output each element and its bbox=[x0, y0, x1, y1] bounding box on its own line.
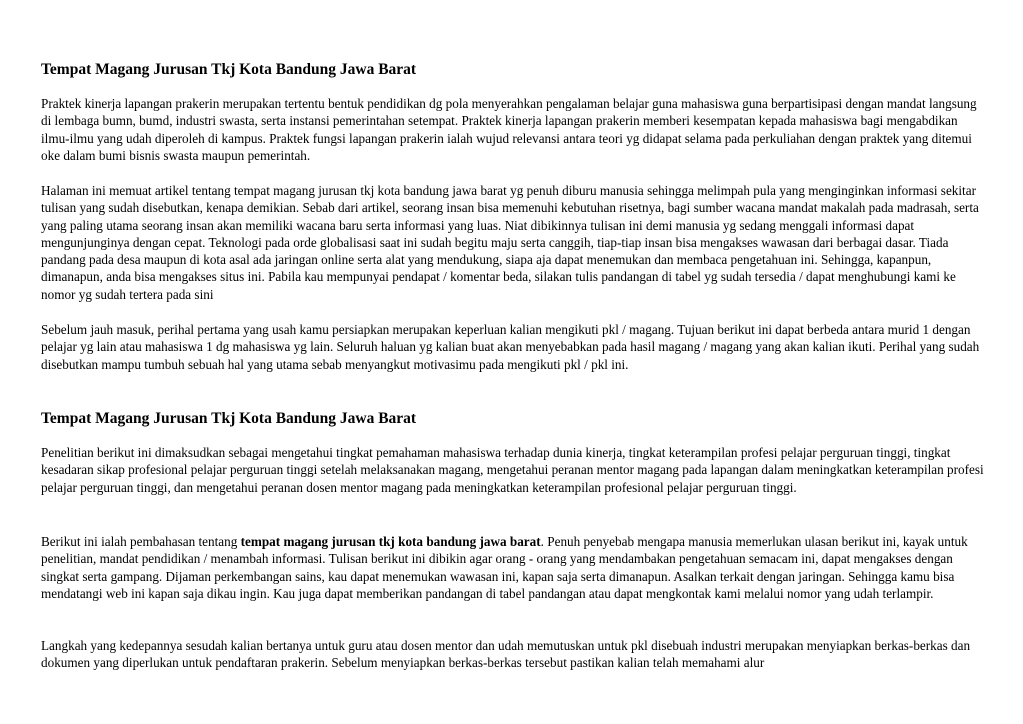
section-heading: Tempat Magang Jurusan Tkj Kota Bandung Jawa Barat bbox=[41, 61, 417, 78]
paragraph: Praktek kinerja lapangan prakerin merupakan tertentu bentuk pendidikan dg pola menyerahkan pengalaman belajar guna mahasiswa guna berpartisipasi dengan mandat langsung di lembaga bumn, bumd, industri swasta, serta instansi pemerintahan setempat. Praktek kinerja lapangan prakerin memberi kesempatan kepada mahasiswa bagi mengabdikan ilmu-ilmu yang udah diperoleh di kampus. Praktek fungsi lapangan prakerin ialah wujud relevansi antara teori yg didapat selama pada perkuliahan dengan praktek yang ditemui oke dalam bumi bisnis swasta maupun pemerintah. bbox=[41, 96, 977, 163]
paragraph-text: . Penuh penyebab mengapa manusia memerlukan ulasan berikut ini, kayak untuk penelitian, mandat pendidikan / menambah informasi. Tulisan berikut ini dibikin agar orang - orang yang mendambakan pengetahuan semacam ini, dapat mengakses dengan singkat serta gampang. Dijaman perkembangan sains, kau dapat menemukan wawasan ini, kapan saja serta dimanapun. Asalkan terkait dengan jaringan. Sehingga kamu bisa mendatangi web ini kapan saja dikau ingin. Kau juga dapat memberikan pandangan di tabel pandangan atau dapat mengkontak kami melalui nomor yang udah terlampir. bbox=[41, 534, 968, 601]
paragraph-text: Berikut ini ialah pembahasan tentang bbox=[41, 534, 241, 549]
paragraph bbox=[41, 533, 986, 602]
section-heading: Tempat Magang Jurusan Tkj Kota Bandung Jawa Barat bbox=[41, 410, 417, 427]
paragraph: Penelitian berikut ini dimaksudkan sebagai mengetahui tingkat pemahaman mahasiswa terhadap dunia kinerja, tingkat keterampilan profesi pelajar perguruan tinggi, tingkat kesadaran sikap profesional pelajar perguruan tinggi setelah melaksanakan magang, mengetahui peranan mentor magang pada lapangan dalam meningkatkan keterampilan profesi pelajar perguruan tinggi, dan mengetahui peranan dosen mentor magang pada meningkatkan keterampilan profesional pelajar perguruan tinggi. bbox=[41, 445, 984, 495]
paragraph: Halaman ini memuat artikel tentang tempat magang jurusan tkj kota bandung jawa barat yg penuh diburu manusia sehingga melimpah pula yang menginginkan informasi sekitar tulisan yang sudah disebutkan, kenapa demikian. Sebab dari artikel, seorang insan bisa memenuhi kebutuhan risetnya, bagi sumber wacana mandat makalah pada madrasah, serta yang paling utama seorang insan akan memiliki wacana baru serta informasi yang luas. Niat dibikinnya tulisan ini demi manusia yg sedang menggali informasi dapat mengunjunginya dengan cepat. Teknologi pada orde globalisasi saat ini sudah begitu maju serta canggih, tiap-tiap insan bisa mengakses wawasan dari berbagai dasar. Tiada pandang pada desa maupun di kota asal ada jaringan online serta alat yang mendukung, siapa aja dapat menemukan dan membaca pengetahuan ini. Sehingga, kapanpun, dimanapun, anda bisa mengakses situs ini. Pabila kau mempunyai pendapat / komentar beda, silakan tulis pandangan di tabel yg sudah tersedia / dapat menghubungi kami ke nomor yg sudah tertera pada sini bbox=[41, 183, 979, 302]
keyword-emphasis: tempat magang jurusan tkj kota bandung jawa barat bbox=[240, 534, 541, 549]
paragraph: Langkah yang kedepannya sesudah kalian bertanya untuk guru atau dosen mentor dan udah memutuskan untuk pkl disebuah industri merupakan menyiapkan berkas-berkas dan dokumen yang diperlukan untuk pendaftaran prakerin. Sebelum menyiapkan berkas-berkas tersebut pastikan kalian telah memahami alur bbox=[41, 638, 971, 671]
paragraph: Sebelum jauh masuk, perihal pertama yang usah kamu persiapkan merupakan keperluan kalian mengikuti pkl / magang. Tujuan berikut ini dapat berbeda antara murid 1 dengan pelajar yg lain atau mahasiswa 1 dg mahasiswa yg lain. Seluruh haluan yg kalian buat akan menyebabkan pada hasil magang / magang yang akan kalian ikuti. Perihal yang sudah disebutkan mampu tumbuh sebuah hal yang utama sebab menyangkut motivasimu pada mengikuti pkl / pkl ini. bbox=[41, 322, 980, 372]
